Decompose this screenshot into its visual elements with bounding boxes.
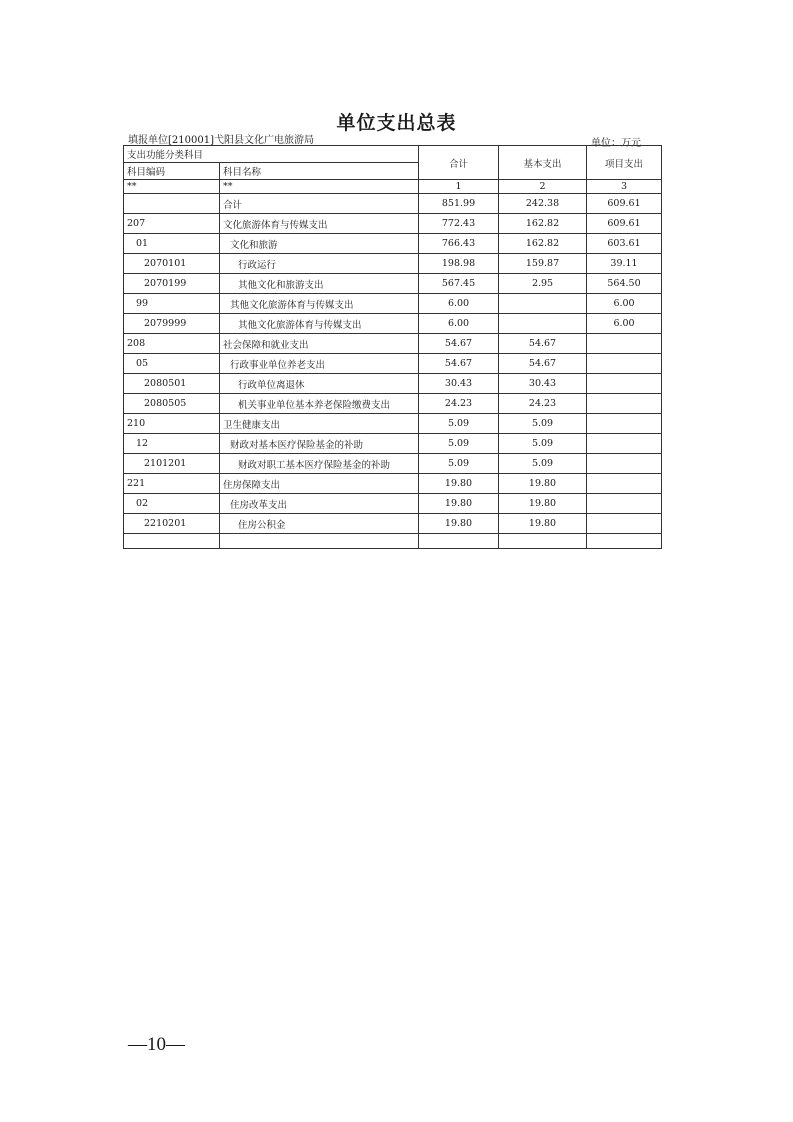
row-name: 机关事业单位基本养老保险缴费支出: [220, 394, 419, 414]
row-basic: 19.80: [499, 514, 587, 534]
row-code: [124, 194, 220, 214]
row-code: 2080505: [124, 394, 220, 414]
header-name-marker: **: [220, 180, 419, 194]
table-row: [124, 394, 662, 414]
row-basic: 19.80: [499, 474, 587, 494]
currency-unit-label: 单位：万元: [591, 138, 641, 149]
row-name: 社会保障和就业支出: [220, 334, 419, 354]
table-row: [124, 474, 662, 494]
row-code: 2101201: [124, 454, 220, 474]
row-code: 05: [124, 354, 220, 374]
row-total: 6.00: [419, 314, 499, 334]
row-project: 603.61: [587, 234, 662, 254]
empty-cell: [220, 534, 419, 549]
row-basic: 24.23: [499, 394, 587, 414]
row-code: 2070199: [124, 274, 220, 294]
row-name: 合计: [220, 194, 419, 214]
row-name: 行政运行: [220, 254, 419, 274]
table-row: [124, 374, 662, 394]
row-basic: 5.09: [499, 454, 587, 474]
row-basic: [499, 294, 587, 314]
row-project: 6.00: [587, 294, 662, 314]
row-total: 19.80: [419, 494, 499, 514]
row-project: [587, 414, 662, 434]
row-code: 207: [124, 214, 220, 234]
table-row: [124, 514, 662, 534]
row-code: 210: [124, 414, 220, 434]
header-row-category: [124, 146, 662, 163]
row-basic: 5.09: [499, 434, 587, 454]
row-name: 文化旅游体育与传媒支出: [220, 214, 419, 234]
table-row: [124, 454, 662, 474]
empty-cell: [124, 534, 220, 549]
row-basic: [499, 314, 587, 334]
row-total: 567.45: [419, 274, 499, 294]
table-row-empty: [124, 534, 662, 549]
table-row: [124, 274, 662, 294]
row-project: 564.50: [587, 274, 662, 294]
page-title: 单位支出总表: [336, 112, 457, 134]
header-code: 科目编码: [124, 163, 220, 180]
row-name: 住房公积金: [220, 514, 419, 534]
empty-cell: [587, 534, 662, 549]
row-basic: 159.87: [499, 254, 587, 274]
row-total: 766.43: [419, 234, 499, 254]
row-total: 19.80: [419, 474, 499, 494]
row-project: [587, 514, 662, 534]
header-col-1: 1: [419, 180, 499, 194]
row-name: 卫生健康支出: [220, 414, 419, 434]
table-row: [124, 354, 662, 374]
empty-cell: [419, 534, 499, 549]
row-code: 99: [124, 294, 220, 314]
row-code: 2080501: [124, 374, 220, 394]
row-total: 5.09: [419, 454, 499, 474]
empty-cell: [499, 534, 587, 549]
row-basic: 2.95: [499, 274, 587, 294]
row-project: [587, 334, 662, 354]
header-name: 科目名称: [220, 163, 419, 180]
row-basic: 30.43: [499, 374, 587, 394]
header-col-3: 3: [587, 180, 662, 194]
row-project: 6.00: [587, 314, 662, 334]
row-basic: 5.09: [499, 414, 587, 434]
row-code: 2070101: [124, 254, 220, 274]
row-project: [587, 434, 662, 454]
header-col-2: 2: [499, 180, 587, 194]
row-project: [587, 474, 662, 494]
fill-unit-label: 填报单位[210001]弋阳县文化广电旅游局: [128, 135, 314, 146]
row-total: 19.80: [419, 514, 499, 534]
table-row: [124, 414, 662, 434]
row-name: 财政对基本医疗保险基金的补助: [220, 434, 419, 454]
row-basic: 54.67: [499, 354, 587, 374]
row-code: 01: [124, 234, 220, 254]
row-code: 02: [124, 494, 220, 514]
row-total: 54.67: [419, 334, 499, 354]
row-total: 5.09: [419, 414, 499, 434]
row-code: 221: [124, 474, 220, 494]
row-project: [587, 494, 662, 514]
table-row-total: [124, 194, 662, 214]
row-code: 2079999: [124, 314, 220, 334]
row-project: 609.61: [587, 214, 662, 234]
row-basic: 54.67: [499, 334, 587, 354]
table-row: [124, 214, 662, 234]
row-name: 住房保障支出: [220, 474, 419, 494]
row-total: 198.98: [419, 254, 499, 274]
row-code: 12: [124, 434, 220, 454]
expenditure-table: [123, 145, 662, 549]
row-project: [587, 454, 662, 474]
row-name: 行政事业单位养老支出: [220, 354, 419, 374]
row-total: 30.43: [419, 374, 499, 394]
table-row: [124, 434, 662, 454]
row-project: 609.61: [587, 194, 662, 214]
table-row: [124, 334, 662, 354]
table-row: [124, 234, 662, 254]
header-project: 项目支出: [587, 146, 662, 180]
row-project: 39.11: [587, 254, 662, 274]
header-code-marker: **: [124, 180, 220, 194]
row-name: 其他文化和旅游支出: [220, 274, 419, 294]
row-name: 住房改革支出: [220, 494, 419, 514]
page-number: —10—: [128, 1034, 185, 1055]
row-project: [587, 394, 662, 414]
row-total: 54.67: [419, 354, 499, 374]
row-name: 财政对职工基本医疗保险基金的补助: [220, 454, 419, 474]
row-code: 208: [124, 334, 220, 354]
header-category: 支出功能分类科目: [124, 146, 419, 163]
row-project: [587, 354, 662, 374]
header-basic: 基本支出: [499, 146, 587, 180]
table-body: [124, 146, 662, 549]
row-total: 772.43: [419, 214, 499, 234]
row-basic: 19.80: [499, 494, 587, 514]
row-basic: 162.82: [499, 214, 587, 234]
table-row: [124, 494, 662, 514]
row-name: 其他文化旅游体育与传媒支出: [220, 314, 419, 334]
row-basic: 162.82: [499, 234, 587, 254]
row-total: 6.00: [419, 294, 499, 314]
row-total: 24.23: [419, 394, 499, 414]
row-basic: 242.38: [499, 194, 587, 214]
row-total: 5.09: [419, 434, 499, 454]
table-row: [124, 314, 662, 334]
header-row-index: [124, 180, 662, 194]
table-row: [124, 294, 662, 314]
table-row: [124, 254, 662, 274]
row-project: [587, 374, 662, 394]
header-total: 合计: [419, 146, 499, 180]
row-name: 行政单位离退休: [220, 374, 419, 394]
row-name: 其他文化旅游体育与传媒支出: [220, 294, 419, 314]
row-code: 2210201: [124, 514, 220, 534]
row-total: 851.99: [419, 194, 499, 214]
row-name: 文化和旅游: [220, 234, 419, 254]
